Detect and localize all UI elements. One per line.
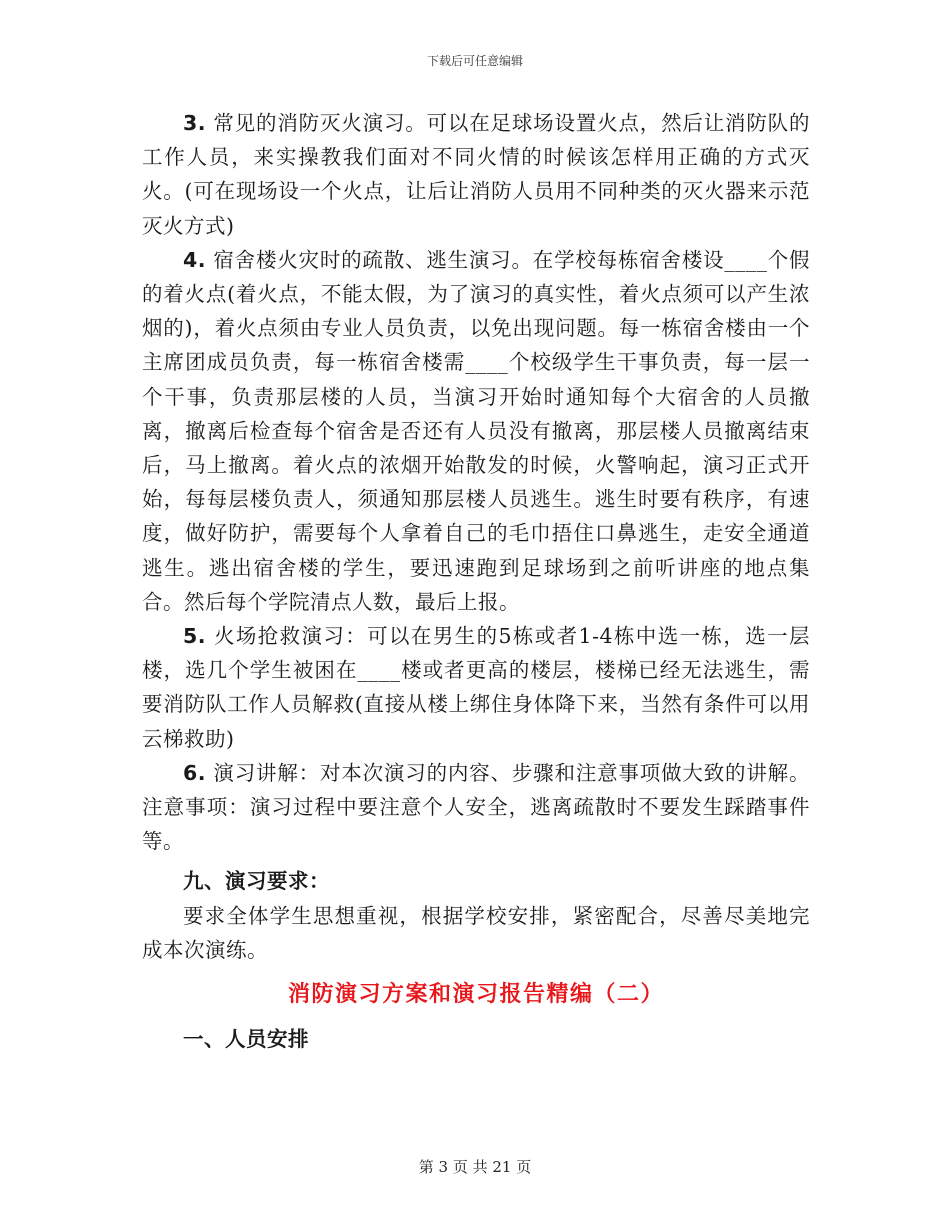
section-title: 消防演习方案和演习报告精编（二）	[287, 982, 664, 1008]
item-number: 5.	[183, 624, 207, 649]
page-footer: 第 3 页 共 21 页	[418, 1158, 532, 1176]
item-number: 6.	[183, 760, 207, 785]
item-number: 4.	[183, 247, 207, 272]
item-number: 3.	[183, 111, 207, 135]
item-text: 宿舍楼火灾时的疏散、逃生演习。在学校每栋宿舍楼设____个假的着火点(着火点，不能太假，为了演习的真实性，着火点须可以产生浓烟的)，着火点须由专业人员负责，以免出现问题。每一栋宿舍楼由一个主席团成员负责，每一栋宿舍楼需____个校级学生干事负责，每一层一个干事，负责那层楼的人员，当演习开始时通知每个大宿舍的人员撤离，撤离后检查每个宿舍是否还有人员没有撤离，那层楼人员撤离结束后，马上撤离。着火点的浓烟开始散发的时候，火警响起，演习正式开始，每每层楼负责人，须通知那层楼人员逃生。逃生时要有秩序，有速度，做好防护，需要每个人拿着自己的毛巾捂住口鼻逃生，走安全通道逃生。逃出宿舍楼的学生，要迅速跑到足球场到之前听讲座的地点集合。然后每个学院清点人数，最后上报。	[142, 247, 810, 614]
page-header: 下载后可任意编辑	[426, 54, 523, 68]
requirements-heading: 九、演习要求：	[183, 869, 330, 894]
list-item-4	[142, 243, 810, 619]
list-item-3	[142, 106, 810, 243]
list-item-6	[142, 756, 810, 859]
item-text: 演习讲解：对本次演习的内容、步骤和注意事项做大致的讲解。注意事项：演习过程中要注意个人安全，逃离疏散时不要发生踩踏事件等。	[142, 760, 810, 854]
list-item-5	[142, 619, 810, 756]
sub-heading: 一、人员安排	[183, 1027, 309, 1052]
item-text: 火场抢救演习：可以在男生的5栋或者1-4栋中选一栋，选一层楼，选几个学生被困在____楼或者更高的楼层，楼梯已经无法逃生，需要消防队工作人员解救(直接从楼上绑住身体降下来，当然有条件可以用云梯救助)	[142, 624, 810, 751]
item-text: 常见的消防灭火演习。可以在足球场设置火点，然后让消防队的工作人员，来实操教我们面对不同火情的时候该怎样用正确的方式灭火。(可在现场设一个火点，让后让消防人员用不同种类的灭火器来示范灭火方式)	[142, 111, 810, 238]
document-body	[142, 106, 810, 1057]
requirements-text: 要求全体学生思想重视，根据学校安排，紧密配合，尽善尽美地完成本次演练。	[142, 903, 810, 962]
